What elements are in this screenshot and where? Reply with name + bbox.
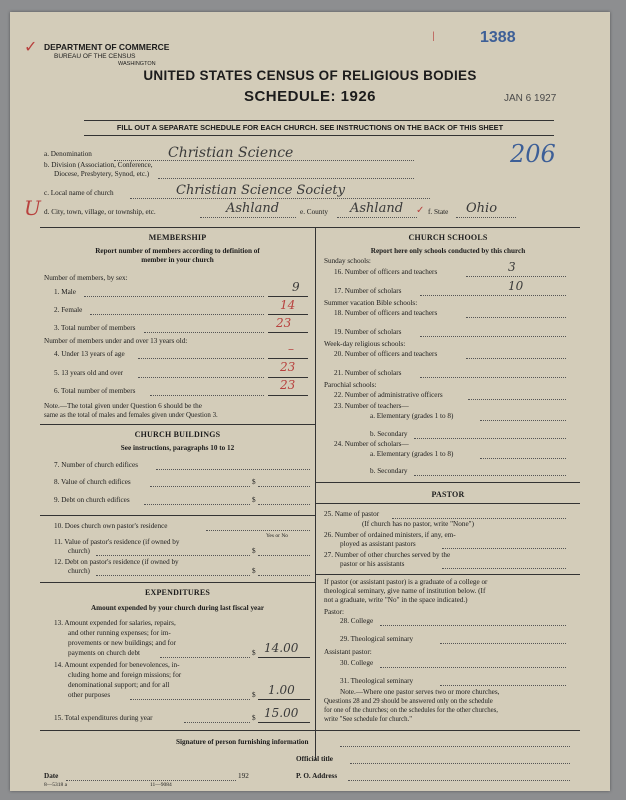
q6-line <box>150 395 264 396</box>
q23a-line <box>480 420 566 421</box>
q18-label: 18. Number of officers and teachers <box>334 309 438 317</box>
divider <box>40 515 315 516</box>
divider <box>40 424 315 425</box>
q14-line <box>130 699 250 700</box>
q23-label: 23. Number of teachers— <box>334 402 409 410</box>
q8-dollar: $ <box>252 478 256 486</box>
division-label: b. Division (Association, Conference, <box>44 161 153 169</box>
q23b-line <box>414 438 566 439</box>
q6-value: 23 <box>280 378 296 392</box>
state-value: Ohio <box>466 201 498 216</box>
pastor-note-4: write "See schedule for church." <box>324 716 413 723</box>
q15-blank <box>258 722 310 723</box>
q5-label: 5. 13 years old and over <box>54 369 124 377</box>
date-line <box>66 780 236 781</box>
division-line <box>158 178 414 179</box>
instruction-banner: FILL OUT A SEPARATE SCHEDULE FOR EACH CHURCH. SEE INSTRUCTIONS ON THE BACK OF THIS SHEET <box>116 123 504 132</box>
q20-label: 20. Number of officers and teachers <box>334 350 438 358</box>
signature-line <box>340 746 570 747</box>
pastor-note-2: Questions 28 and 29 should be answered only on the schedule <box>324 698 493 705</box>
grad-note-1: If pastor (or assistant pastor) is a graduate of a college or <box>324 578 488 586</box>
q25-line <box>392 518 566 519</box>
divider <box>84 135 554 136</box>
q31-label: 31. Theological seminary <box>340 677 414 685</box>
dept-name: DEPARTMENT OF COMMERCE <box>44 42 170 52</box>
pastor-heading: PASTOR <box>431 490 465 499</box>
date-label: Date <box>44 772 59 780</box>
q31-line <box>440 685 566 686</box>
q16-line <box>466 276 566 277</box>
q17-line <box>420 295 566 296</box>
q24b-line <box>414 475 566 476</box>
q13-label-a: 13. Amount expended for salaries, repairs, <box>54 619 176 627</box>
q26-label: 26. Number of ordained ministers, if any, em- <box>324 531 456 539</box>
q13-label-b: and other running expenses; for im- <box>68 629 171 637</box>
census-form <box>10 12 610 791</box>
county-line <box>337 217 417 218</box>
q26-line <box>442 548 566 549</box>
grad-note-3: not a graduate, write "No" in the space indicated.) <box>324 596 468 604</box>
q8-label: 8. Value of church edifices <box>54 478 131 486</box>
q1-label: 1. Male <box>54 288 76 296</box>
q1-blank <box>268 296 308 297</box>
q16-label: 16. Number of officers and teachers <box>334 268 438 276</box>
church-name-line <box>130 198 430 199</box>
q23b-label: b. Secondary <box>370 430 408 438</box>
parochial-label: Parochial schools: <box>324 381 377 389</box>
denomination-value: Christian Science <box>168 145 294 161</box>
schools-heading: CHURCH SCHOOLS <box>408 233 488 242</box>
q15-label: 15. Total expenditures during year <box>54 714 153 722</box>
q12-blank <box>258 575 310 576</box>
q20-line <box>466 358 566 359</box>
city-value: Ashland <box>226 201 280 216</box>
pastor-note-3: for one of the churches; on the schedules for the other churches, <box>324 707 499 714</box>
po-address-line <box>348 780 570 781</box>
q11-line <box>96 555 250 556</box>
q3-label: 3. Total number of members <box>54 324 136 332</box>
membership-sub-1: Report number of members according to definition of <box>95 247 260 255</box>
membership-sub-2: member in your church <box>141 256 214 264</box>
q7-line <box>156 469 310 470</box>
q14-value: 1.00 <box>268 683 295 697</box>
q14-label-a: 14. Amount expended for benevolences, in- <box>54 661 180 669</box>
q2-line <box>90 314 264 315</box>
q4-label: 4. Under 13 years of age <box>54 350 125 358</box>
signature-label: Signature of person furnishing information <box>176 738 309 746</box>
q5-line <box>138 377 264 378</box>
q14-label-c: denominational support; and for all <box>68 681 170 689</box>
check-mark-icon: ✓ <box>24 39 38 56</box>
q10-line <box>206 530 310 531</box>
q2-blank <box>268 314 308 315</box>
q2-value: 14 <box>280 298 296 312</box>
divider <box>84 120 554 121</box>
q30-line <box>380 667 566 668</box>
q13-line <box>160 657 250 658</box>
q28-line <box>380 625 566 626</box>
schedule-title: SCHEDULE: 1926 <box>243 88 377 105</box>
q12-dollar: $ <box>252 567 256 575</box>
q24a-line <box>480 458 566 459</box>
membership-note-1: Note.—The total given under Question 6 should be the <box>44 402 202 410</box>
under-over-label: Number of members under and over 13 years old: <box>44 337 188 345</box>
q24-label: 24. Number of scholars— <box>334 440 409 448</box>
q14-dollar: $ <box>252 691 256 699</box>
city-label: d. City, town, village, or township, etc. <box>44 208 156 216</box>
county-label: e. County <box>300 208 328 216</box>
schools-sub: Report here only schools conducted by this church <box>370 247 526 255</box>
q21-label: 21. Number of scholars <box>334 369 402 377</box>
q17-label: 17. Number of scholars <box>334 287 402 295</box>
q19-label: 19. Number of scholars <box>334 328 402 336</box>
q14-label-d: other purposes <box>68 691 111 699</box>
q14-label-b: cluding home and foreign missions; for <box>68 671 182 679</box>
q2-label: 2. Female <box>54 306 83 314</box>
q17-value: 10 <box>508 279 524 293</box>
denomination-label: a. Denomination <box>44 150 92 158</box>
divider <box>316 503 580 504</box>
q27-line <box>442 568 566 569</box>
q29-label: 29. Theological seminary <box>340 635 414 643</box>
buildings-sub: See instructions, paragraphs 10 to 12 <box>120 444 235 452</box>
bureau-name: BUREAU OF THE CENSUS <box>54 53 136 60</box>
q27-label: 27. Number of other churches served by the <box>324 551 451 559</box>
divider <box>316 482 580 483</box>
weekday-label: Week-day religious schools: <box>324 340 406 348</box>
form-number: 8—5318 a <box>44 782 68 788</box>
q5-value: 23 <box>280 360 296 374</box>
q15-value: 15.00 <box>264 706 299 720</box>
q19-line <box>420 336 566 337</box>
q15-dollar: $ <box>252 714 256 722</box>
red-tick-icon: ǀ <box>432 30 435 45</box>
q14-blank <box>258 699 310 700</box>
serial-number: 1388 <box>480 29 516 46</box>
q30-label: 30. College <box>340 659 374 667</box>
q23a-label: a. Elementary (grades 1 to 8) <box>370 412 454 420</box>
q3-value: 23 <box>276 316 292 330</box>
bureau-city: WASHINGTON <box>118 61 156 67</box>
q3-line <box>144 332 264 333</box>
grid-bottom <box>40 730 580 731</box>
summer-label: Summer vacation Bible schools: <box>324 299 418 307</box>
q9-blank <box>258 504 310 505</box>
q16-value: 3 <box>508 260 516 274</box>
q27-label-2: pastor or his assistants <box>340 560 405 568</box>
membership-note-2: same as the total of males and females given under Question 3. <box>44 412 218 419</box>
q11-blank <box>258 555 310 556</box>
q12-label: 12. Debt on pastor's residence (if owned by <box>54 558 179 566</box>
margin-mark: U <box>24 196 41 220</box>
q11-label-2: church) <box>68 547 90 555</box>
q11-dollar: $ <box>252 547 256 555</box>
q28-label: 28. College <box>340 617 374 625</box>
official-title-label: Official title <box>296 755 333 763</box>
q13-blank <box>258 657 310 658</box>
date-year: 192 <box>238 772 249 780</box>
q21-line <box>420 377 566 378</box>
city-line <box>200 217 296 218</box>
church-name-value: Christian Science Society <box>176 183 345 198</box>
by-sex-label: Number of members, by sex: <box>44 274 128 282</box>
q24a-label: a. Elementary (grades 1 to 8) <box>370 450 454 458</box>
q13-label-d: payments on church debt <box>68 649 141 657</box>
q4-blank <box>268 358 308 359</box>
q13-dollar: $ <box>252 649 256 657</box>
grid-top <box>40 227 580 228</box>
q3-blank <box>268 332 308 333</box>
q4-line <box>138 358 264 359</box>
q15-line <box>184 722 250 723</box>
q24b-label: b. Secondary <box>370 467 408 475</box>
q8-blank <box>258 486 310 487</box>
q4-value: – <box>288 342 294 356</box>
state-label: f. State <box>428 208 449 216</box>
q13-label-c: provements or new buildings; and for <box>68 639 176 647</box>
pastor-note-1: Note.—Where one pastor serves two or more churches, <box>340 688 500 696</box>
print-number: 11—9084 <box>150 782 172 788</box>
state-line <box>456 217 516 218</box>
grad-note-2: theological seminary, give name of institution below. (If <box>324 587 486 595</box>
q6-label: 6. Total number of members <box>54 387 136 395</box>
q9-dollar: $ <box>252 496 256 504</box>
red-tick-icon: ✓ <box>416 205 425 216</box>
q22-label: 22. Number of administrative officers <box>334 391 443 399</box>
q10-label: 10. Does church own pastor's residence <box>54 522 168 530</box>
q8-line <box>150 486 250 487</box>
code-number: 206 <box>510 140 556 168</box>
q13-value: 14.00 <box>264 641 299 655</box>
q25-hint: (If church has no pastor, write "None") <box>362 520 474 528</box>
q12-label-2: church) <box>68 567 90 575</box>
county-value: Ashland <box>350 201 404 216</box>
q9-line <box>144 504 250 505</box>
divider <box>40 582 315 583</box>
expenditures-heading: EXPENDITURES <box>144 588 211 597</box>
q29-line <box>440 643 566 644</box>
q26-label-2: ployed as assistant pastors <box>340 540 416 548</box>
official-title-line <box>350 763 570 764</box>
q12-line <box>96 575 250 576</box>
membership-heading: MEMBERSHIP <box>148 233 207 242</box>
po-address-label: P. O. Address <box>296 772 338 780</box>
form-title: UNITED STATES CENSUS OF RELIGIOUS BODIES <box>143 68 477 83</box>
q6-blank <box>268 395 308 396</box>
buildings-heading: CHURCH BUILDINGS <box>134 430 221 439</box>
q25-label: 25. Name of pastor <box>324 510 380 518</box>
divider <box>316 574 580 575</box>
q1-line <box>84 296 264 297</box>
q1-value: 9 <box>292 280 300 294</box>
sunday-label: Sunday schools: <box>324 257 371 265</box>
asst-label: Assistant pastor: <box>324 648 372 656</box>
q7-label: 7. Number of church edifices <box>54 461 139 469</box>
pastor-label: Pastor: <box>324 608 344 616</box>
expenditures-sub: Amount expended by your church during last fiscal year <box>90 604 265 612</box>
q11-label: 11. Value of pastor's residence (if owned by <box>54 538 180 546</box>
yes-no-hint: Yes or No <box>266 533 289 539</box>
date-stamp: JAN 6 1927 <box>504 93 557 104</box>
q18-line <box>466 317 566 318</box>
division-label-2: Diocese, Presbytery, Synod, etc.) <box>54 170 150 178</box>
church-name-label: c. Local name of church <box>44 189 114 197</box>
q9-label: 9. Debt on church edifices <box>54 496 130 504</box>
q22-line <box>468 399 566 400</box>
